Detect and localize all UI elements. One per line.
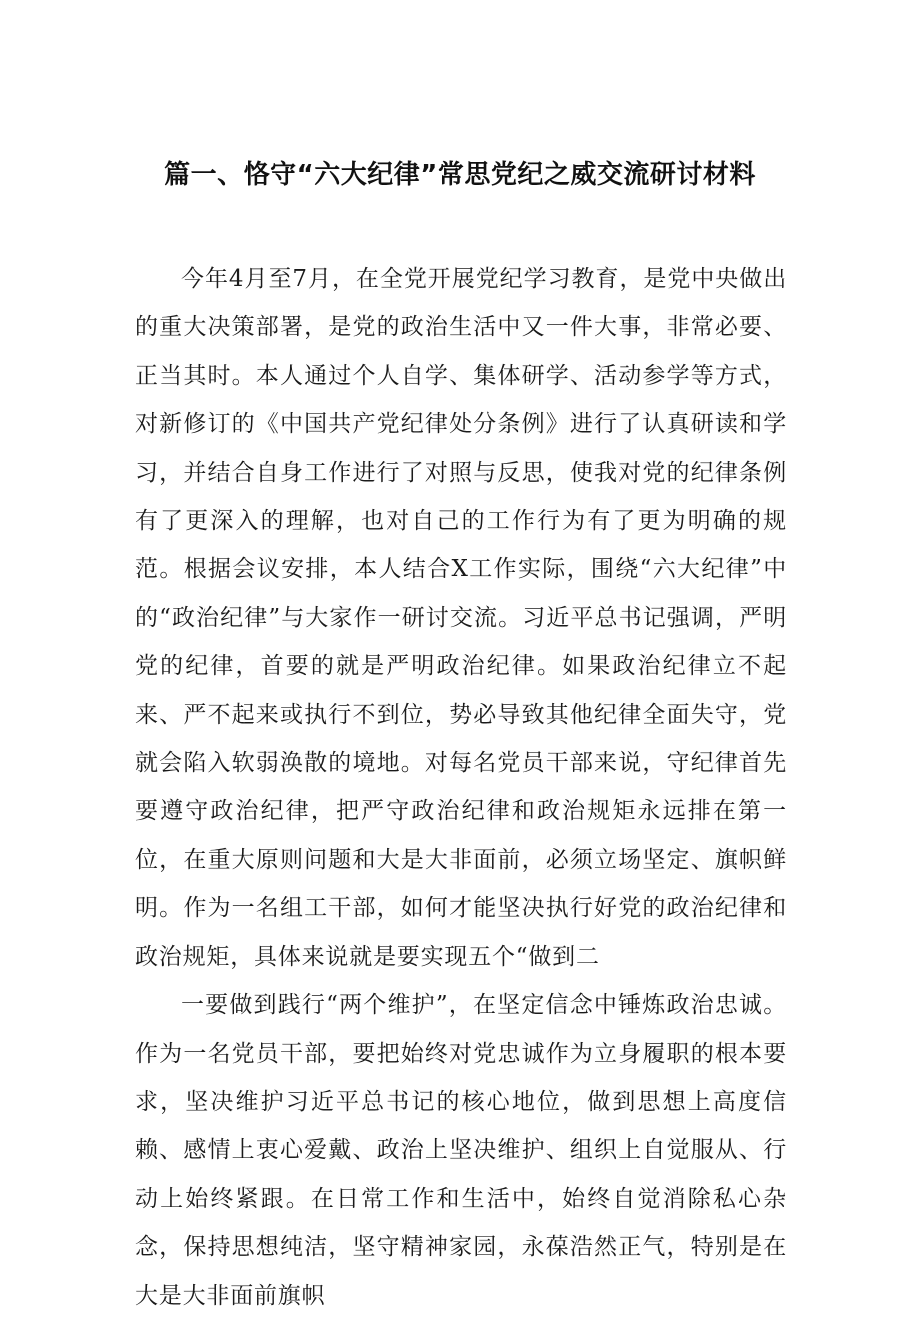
body-paragraph-2: 一要做到践行“两个维护”，在坚定信念中锤炼政治忠诚。作为一名党员干部，要把始终对党忠诚作为立身履职的根本要求，坚决维护习近平总书记的核心地位，做到思想上高度信赖、感情上衷心爱戴、政治上坚决维护、组织上自觉服从、行动上始终紧跟。在日常工作和生活中，始终自觉消除私心杂念，保持思想纯洁，坚守精神家园，永葆浩然正气，特别是在大是大非面前旗帜 bbox=[135, 992, 787, 1309]
document-title: 篇一、恪守“六大纪律”常思党纪之威交流研讨材料 bbox=[164, 160, 756, 190]
document-body bbox=[135, 255, 787, 1320]
body-paragraph-1: 今年4月至7月，在全党开展党纪学习教育，是党中央做出的重大决策部署，是党的政治生活中又一件大事，非常必要、正当其时。本人通过个人自学、集体研学、活动参学等方式，对新修订的《中国共产党纪律处分条例》进行了认真研读和学习，并结合自身工作进行了对照与反思，使我对党的纪律条例有了更深入的理解，也对自己的工作行为有了更为明确的规范。根据会议安排，本人结合X工作实际，围绕“六大纪律”中的“政治纪律”与大家作一研讨交流。习近平总书记强调，严明党的纪律，首要的就是严明政治纪律。如果政治纪律立不起来、严不起来或执行不到位，势必导致其他纪律全面失守，党就会陷入软弱涣散的境地。对每名党员干部来说，守纪律首先要遵守政治纪律，把严守政治纪律和政治规矩永远排在第一位，在重大原则问题和大是大非面前，必须立场坚定、旗帜鲜明。作为一名组工干部，如何才能坚决执行好党的政治纪律和政治规矩，具体来说就是要实现五个“做到二 bbox=[135, 266, 787, 970]
